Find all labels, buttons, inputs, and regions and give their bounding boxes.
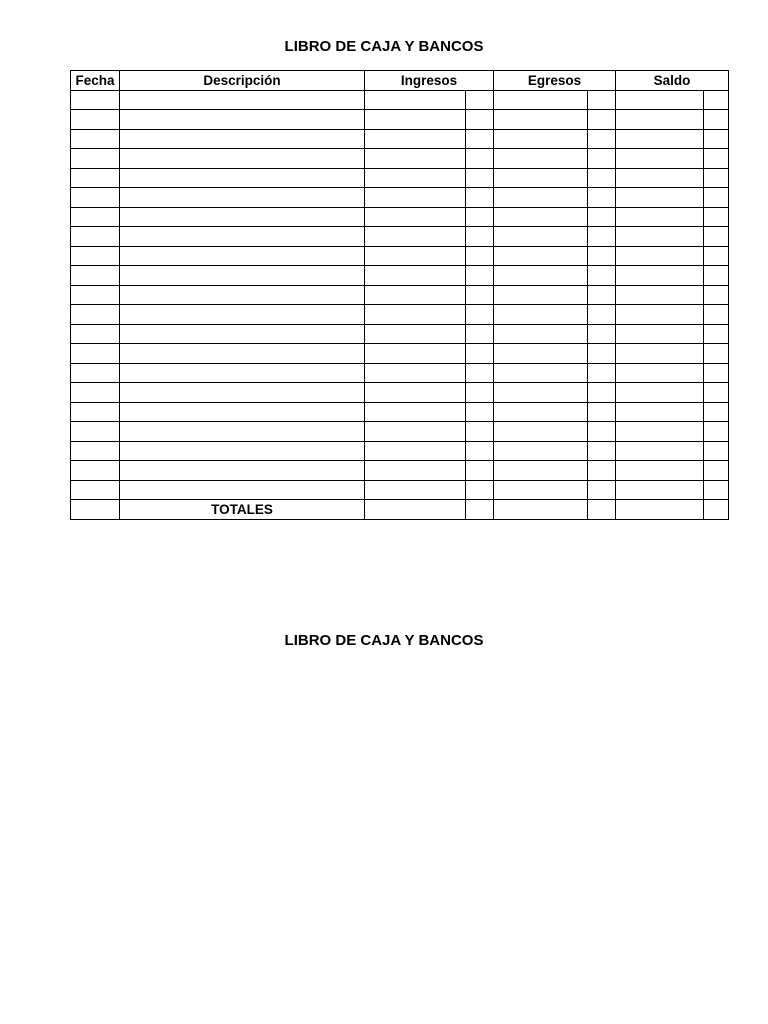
ingresos-cents-cell [466,246,494,266]
descripcion-cell [120,461,365,481]
ingresos-cents-cell [466,344,494,364]
descripcion-cell [120,441,365,461]
totals-ingresos-cents-cell [466,500,494,520]
egresos-cents-cell [588,227,616,247]
totals-saldo-cell [616,500,704,520]
descripcion-cell [120,305,365,325]
table-header-row [71,71,729,91]
saldo-cell [616,90,704,110]
ingresos-cell [365,149,466,169]
descripcion-cell [120,246,365,266]
totals-label: TOTALES [120,500,365,520]
descripcion-cell [120,383,365,403]
descripcion-cell [120,402,365,422]
ingresos-cell [365,110,466,130]
fecha-cell [71,207,120,227]
totals-egresos-cell [494,500,588,520]
egresos-cents-cell [588,168,616,188]
header-fecha: Fecha [71,71,120,91]
egresos-cell [494,227,588,247]
ingresos-cents-cell [466,207,494,227]
descripcion-cell [120,188,365,208]
egresos-cents-cell [588,480,616,500]
saldo-cents-cell [704,129,729,149]
egresos-cents-cell [588,246,616,266]
saldo-cents-cell [704,266,729,286]
saldo-cell [616,188,704,208]
descripcion-cell [120,168,365,188]
egresos-cell [494,207,588,227]
ingresos-cell [365,344,466,364]
saldo-cell [616,324,704,344]
saldo-cents-cell [704,461,729,481]
saldo-cell [616,168,704,188]
descripcion-cell [120,480,365,500]
egresos-cents-cell [588,285,616,305]
saldo-cell [616,305,704,325]
saldo-cents-cell [704,305,729,325]
saldo-cents-cell [704,441,729,461]
ingresos-cents-cell [466,324,494,344]
table-row [71,90,729,110]
saldo-cell [616,402,704,422]
fecha-cell [71,324,120,344]
descripcion-cell [120,227,365,247]
saldo-cell [616,441,704,461]
egresos-cell [494,168,588,188]
fecha-cell [71,363,120,383]
egresos-cents-cell [588,441,616,461]
ingresos-cents-cell [466,363,494,383]
egresos-cents-cell [588,324,616,344]
table-row [71,285,729,305]
fecha-cell [71,344,120,364]
saldo-cents-cell [704,422,729,442]
totals-ingresos-cell [365,500,466,520]
ingresos-cell [365,461,466,481]
ingresos-cell [365,207,466,227]
egresos-cell [494,402,588,422]
totals-saldo-cents-cell [704,500,729,520]
descripcion-cell [120,324,365,344]
header-egresos: Egresos [494,71,616,91]
saldo-cents-cell [704,285,729,305]
saldo-cell [616,461,704,481]
header-saldo: Saldo [616,71,729,91]
ingresos-cell [365,227,466,247]
saldo-cents-cell [704,480,729,500]
saldo-cell [616,285,704,305]
descripcion-cell [120,422,365,442]
egresos-cell [494,441,588,461]
saldo-cents-cell [704,168,729,188]
saldo-cents-cell [704,207,729,227]
egresos-cell [494,305,588,325]
descripcion-cell [120,129,365,149]
egresos-cents-cell [588,188,616,208]
ingresos-cents-cell [466,188,494,208]
ingresos-cell [365,90,466,110]
ingresos-cell [365,383,466,403]
ingresos-cents-cell [466,285,494,305]
page-title: LIBRO DE CAJA Y BANCOS [284,38,484,55]
saldo-cell [616,110,704,130]
table-row [71,227,729,247]
ingresos-cents-cell [466,90,494,110]
table-row [71,188,729,208]
ingresos-cents-cell [466,461,494,481]
saldo-cell [616,422,704,442]
saldo-cents-cell [704,324,729,344]
fecha-cell [71,90,120,110]
descripcion-cell [120,110,365,130]
egresos-cents-cell [588,129,616,149]
table-row [71,207,729,227]
saldo-cell [616,246,704,266]
ingresos-cell [365,285,466,305]
table-row [71,344,729,364]
egresos-cents-cell [588,402,616,422]
ingresos-cell [365,188,466,208]
egresos-cell [494,344,588,364]
fecha-cell [71,129,120,149]
saldo-cents-cell [704,344,729,364]
totals-egresos-cents-cell [588,500,616,520]
egresos-cents-cell [588,90,616,110]
fecha-cell [71,422,120,442]
ingresos-cell [365,305,466,325]
egresos-cents-cell [588,383,616,403]
header-ingresos: Ingresos [365,71,494,91]
descripcion-cell [120,285,365,305]
ingresos-cents-cell [466,402,494,422]
fecha-cell [71,149,120,169]
fecha-cell [71,480,120,500]
saldo-cents-cell [704,383,729,403]
egresos-cents-cell [588,149,616,169]
ingresos-cents-cell [466,227,494,247]
fecha-cell [71,227,120,247]
table-row [71,324,729,344]
egresos-cell [494,383,588,403]
table-row [71,461,729,481]
page-title-second: LIBRO DE CAJA Y BANCOS [284,632,484,649]
ingresos-cents-cell [466,129,494,149]
descripcion-cell [120,207,365,227]
egresos-cents-cell [588,461,616,481]
egresos-cell [494,363,588,383]
saldo-cell [616,266,704,286]
fecha-cell [71,110,120,130]
saldo-cents-cell [704,90,729,110]
table-row [71,149,729,169]
ingresos-cents-cell [466,422,494,442]
fecha-cell [71,285,120,305]
saldo-cell [616,149,704,169]
saldo-cents-cell [704,402,729,422]
saldo-cents-cell [704,149,729,169]
ingresos-cell [365,246,466,266]
egresos-cell [494,285,588,305]
fecha-cell [71,246,120,266]
descripcion-cell [120,90,365,110]
egresos-cell [494,246,588,266]
fecha-cell [71,461,120,481]
egresos-cents-cell [588,207,616,227]
ingresos-cell [365,324,466,344]
egresos-cents-cell [588,363,616,383]
ingresos-cell [365,129,466,149]
ingresos-cell [365,422,466,442]
ingresos-cell [365,363,466,383]
table-row [71,402,729,422]
table-row [71,383,729,403]
descripcion-cell [120,344,365,364]
fecha-cell [71,266,120,286]
fecha-cell [71,168,120,188]
saldo-cell [616,227,704,247]
descripcion-cell [120,363,365,383]
saldo-cell [616,383,704,403]
ingresos-cell [365,266,466,286]
ingresos-cents-cell [466,168,494,188]
saldo-cents-cell [704,227,729,247]
ingresos-cell [365,441,466,461]
egresos-cell [494,129,588,149]
saldo-cell [616,207,704,227]
egresos-cell [494,324,588,344]
saldo-cents-cell [704,363,729,383]
table-row [71,305,729,325]
fecha-cell [71,188,120,208]
ingresos-cents-cell [466,110,494,130]
saldo-cell [616,129,704,149]
header-descripcion: Descripción [120,71,365,91]
ingresos-cents-cell [466,149,494,169]
egresos-cents-cell [588,110,616,130]
totals-fecha-cell [71,500,120,520]
saldo-cell [616,344,704,364]
egresos-cell [494,188,588,208]
table-row [71,441,729,461]
totals-row [71,500,729,520]
egresos-cell [494,480,588,500]
saldo-cents-cell [704,188,729,208]
table-row [71,266,729,286]
egresos-cents-cell [588,266,616,286]
table-row [71,422,729,442]
egresos-cell [494,422,588,442]
egresos-cell [494,461,588,481]
egresos-cell [494,266,588,286]
egresos-cents-cell [588,305,616,325]
ingresos-cents-cell [466,441,494,461]
fecha-cell [71,402,120,422]
egresos-cell [494,90,588,110]
table-row [71,168,729,188]
egresos-cents-cell [588,344,616,364]
egresos-cents-cell [588,422,616,442]
saldo-cents-cell [704,246,729,266]
ingresos-cents-cell [466,480,494,500]
ingresos-cell [365,480,466,500]
table-row [71,110,729,130]
table-row [71,129,729,149]
table-row [71,246,729,266]
table-row [71,480,729,500]
descripcion-cell [120,266,365,286]
saldo-cents-cell [704,110,729,130]
cash-bank-ledger-table [70,70,729,520]
egresos-cell [494,110,588,130]
table-row [71,363,729,383]
fecha-cell [71,441,120,461]
ingresos-cell [365,168,466,188]
egresos-cell [494,149,588,169]
descripcion-cell [120,149,365,169]
ingresos-cents-cell [466,305,494,325]
fecha-cell [71,383,120,403]
ledger-body [71,90,729,519]
ingresos-cell [365,402,466,422]
fecha-cell [71,305,120,325]
ingresos-cents-cell [466,383,494,403]
ingresos-cents-cell [466,266,494,286]
saldo-cell [616,480,704,500]
saldo-cell [616,363,704,383]
